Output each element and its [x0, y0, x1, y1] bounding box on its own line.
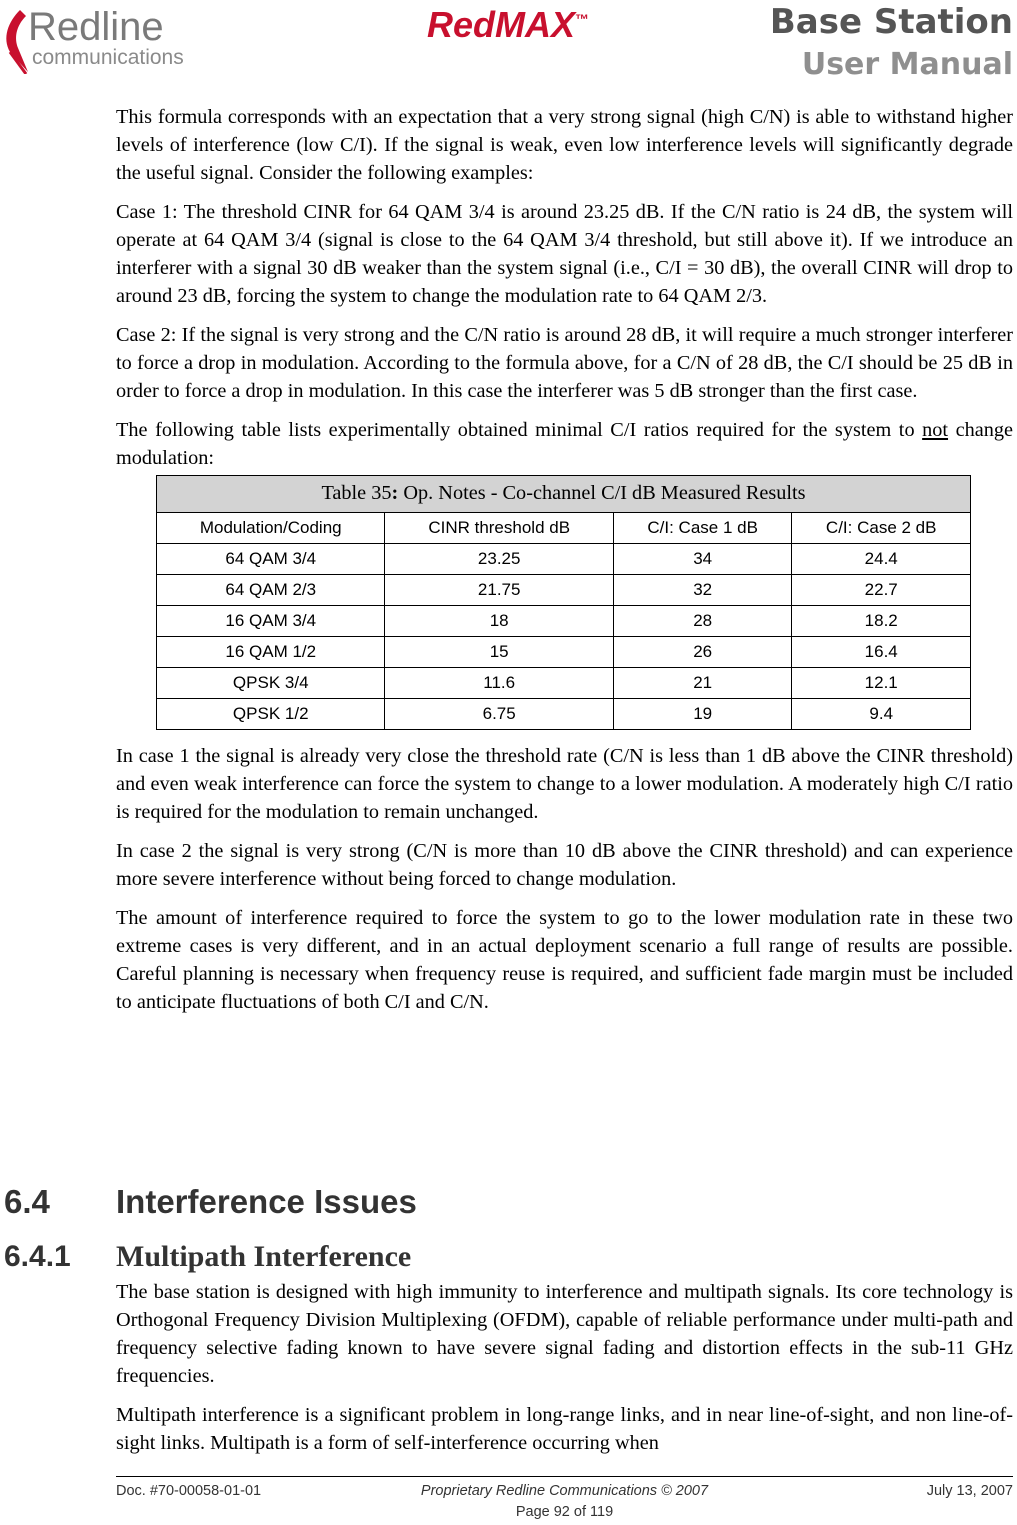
logo-subtitle: communications [32, 46, 184, 69]
table-cell: QPSK 1/2 [157, 699, 385, 730]
paragraph: In case 1 the signal is already very close the threshold rate (C/N is less than 1 dB above the CINR threshold) and even weak interference can force the system to change to a lower modulation. A moderately high C/I ratio is required for the modulation to remain unchanged. [116, 745, 1013, 823]
footer-divider [116, 1476, 1013, 1477]
table-cell: 34 [613, 544, 792, 575]
section-number: 6.4 [4, 1183, 50, 1220]
paragraph: Case 1: The threshold CINR for 64 QAM 3/4 is around 23.25 dB. If the C/N ratio is 24 dB, the system will operate at 64 QAM 3/4 (signal is close to the 64 QAM 3/4 threshold, but still above it). If we introduce an interferer with a signal 30 dB weaker than the system signal (i.e., C/I = 30 dB), the overall CINR will drop to around 23 dB, forcing the system to change the modulation rate to 64 QAM 2/3. [116, 201, 1013, 307]
column-header: CINR threshold dB [385, 513, 613, 544]
table-cell: 22.7 [792, 575, 971, 606]
column-header: Modulation/Coding [157, 513, 385, 544]
table-row [157, 575, 971, 606]
trademark: ™ [575, 11, 590, 27]
paragraph: In case 2 the signal is very strong (C/N is more than 10 dB above the CINR threshold) and can experience more severe interference without being forced to change modulation. [116, 840, 1013, 890]
paragraph: The amount of interference required to force the system to go to the lower modulation rate in these two extreme cases is very different, and in an actual deployment scenario a full range of results are possible. Careful planning is necessary when frequency reuse is required, and sufficient fade margin must be included to anticipate fluctuations of both C/I and C/N. [116, 907, 1013, 1013]
column-header: C/I: Case 1 dB [613, 513, 792, 544]
table-cell: 32 [613, 575, 792, 606]
table-cell: 24.4 [792, 544, 971, 575]
section-heading [4, 1183, 417, 1221]
table-cell: 16 QAM 1/2 [157, 637, 385, 668]
column-header: C/I: Case 2 dB [792, 513, 971, 544]
table-cell: 21.75 [385, 575, 613, 606]
underlined-word: not [922, 419, 949, 441]
paragraph [116, 416, 1013, 472]
table-cell: 9.4 [792, 699, 971, 730]
page-content [116, 103, 1013, 1027]
section-title: Interference Issues [116, 1183, 417, 1220]
paragraph: This formula corresponds with an expectation that a very strong signal (high C/N) is able to withstand higher levels of interference (low C/I). If the signal is weak, even low interference levels will significantly degrade the useful signal. Consider the following examples: [116, 106, 1013, 184]
brand-red: Red [427, 4, 496, 45]
doc-number: Doc. #70-00058-01-01 [116, 1483, 262, 1499]
subsection-title: Multipath Interference [116, 1240, 412, 1273]
subsection-number: 6.4.1 [4, 1240, 71, 1273]
header-subtitle: User Manual [801, 47, 1013, 82]
table-cell: 64 QAM 3/4 [157, 544, 385, 575]
paragraph: Multipath interference is a significant problem in long-range links, and in near line-of-sight, and non line-of-sight links. Multipath is a form of self-interference occurring when [116, 1404, 1013, 1454]
table-row [157, 668, 971, 699]
table-cell: 64 QAM 2/3 [157, 575, 385, 606]
header-title: Base Station [769, 2, 1013, 42]
paragraph: Case 2: If the signal is very strong and the C/N ratio is around 28 dB, it will require a much stronger interferer to force a drop in modulation. According to the formula above, for a C/N of 28 dB, the C/I should be 25 dB in order to force a drop in modulation. In this case the interferer was 5 dB stronger than the first case. [116, 324, 1013, 402]
table-cell: 26 [613, 637, 792, 668]
table-cell: 19 [613, 699, 792, 730]
paragraph-text: change modulation: [116, 419, 1014, 469]
paragraph-text: The following table lists experimentally obtained minimal C/I ratios required for the system to [116, 419, 923, 441]
table-cell: 12.1 [792, 668, 971, 699]
table-cell: 11.6 [385, 668, 613, 699]
table-cell: 18 [385, 606, 613, 637]
results-table-wrapper [156, 475, 971, 730]
doc-date: July 13, 2007 [926, 1483, 1013, 1499]
table-row [157, 637, 971, 668]
table-cell: 16.4 [792, 637, 971, 668]
table-cell: 18.2 [792, 606, 971, 637]
table-cell: 28 [613, 606, 792, 637]
redmax-brand [427, 4, 589, 46]
table-cell: 6.75 [385, 699, 613, 730]
caption-colon: : [391, 482, 399, 504]
table-cell: 16 QAM 3/4 [157, 606, 385, 637]
table-row [157, 699, 971, 730]
table-row [157, 544, 971, 575]
proprietary-notice: Proprietary Redline Communications © 2007 [420, 1483, 709, 1499]
table-cell: 21 [613, 668, 792, 699]
table-row [157, 606, 971, 637]
section-content [116, 1278, 1013, 1468]
paragraph: The base station is designed with high immunity to interference and multipath signals. Its core technology is Orthogonal Frequency Division Multiplexing (OFDM), capable of reliable performance under multi-path and frequency selective fading known to have severe signal fading and distortion effects in the sub-11 GHz frequencies. [116, 1281, 1013, 1387]
subsection-heading [4, 1240, 412, 1274]
page-number: Page 92 of 119 [515, 1504, 614, 1520]
table-caption [156, 475, 971, 512]
redline-logo [2, 2, 207, 74]
caption-label: Table 35 [321, 482, 392, 504]
table-cell: 15 [385, 637, 613, 668]
table-cell: QPSK 3/4 [157, 668, 385, 699]
table-cell: 23.25 [385, 544, 613, 575]
logo-wordmark: Redline [28, 5, 164, 49]
results-table [156, 512, 971, 730]
page-header [0, 0, 1017, 86]
table-header-row [157, 513, 971, 544]
caption-text: Op. Notes - Co-channel C/I dB Measured Results [398, 482, 806, 504]
brand-max: MAX [495, 4, 576, 45]
